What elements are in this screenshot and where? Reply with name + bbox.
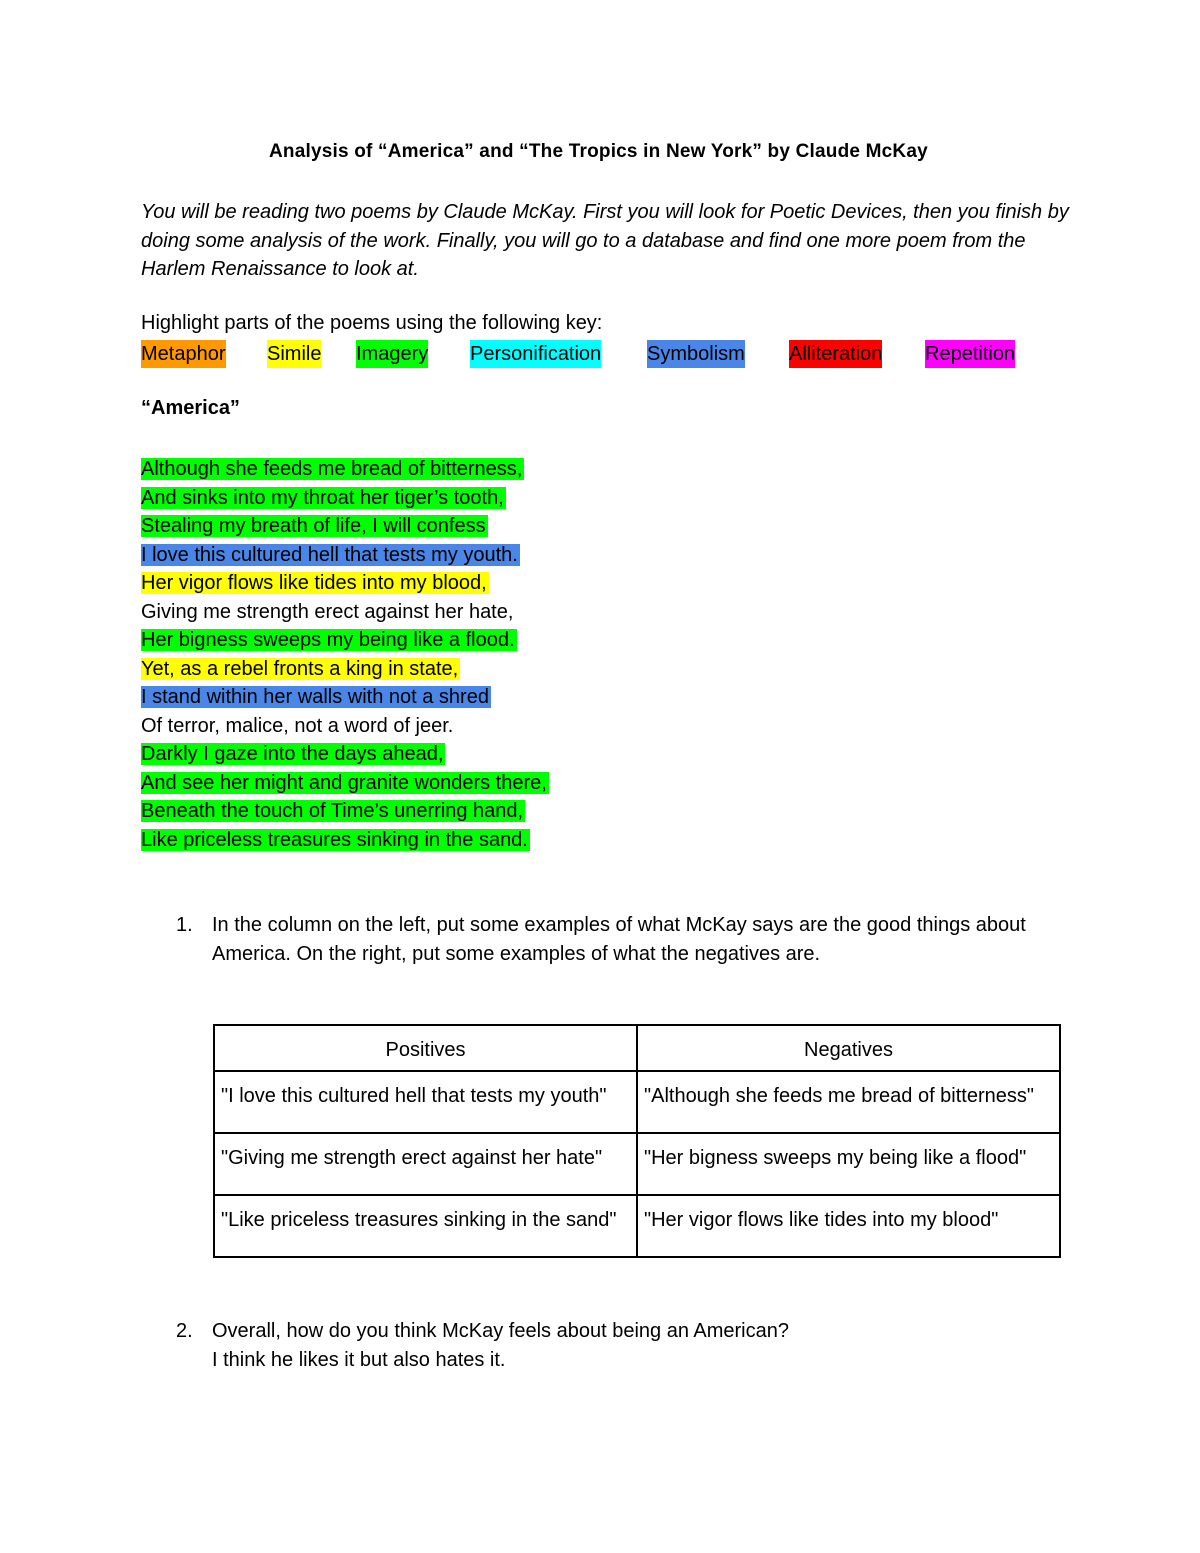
table-cell[interactable]: "Like priceless treasures sinking in the sand" bbox=[214, 1195, 637, 1257]
poem-line-text: And sinks into my throat her tiger’s tooth, bbox=[141, 486, 504, 509]
question-2-answer[interactable]: I think he likes it but also hates it. bbox=[212, 1349, 506, 1371]
poem-line-text: I stand within her walls with not a shred bbox=[141, 686, 489, 708]
table-cell[interactable]: "Although she feeds me bread of bitterness" bbox=[637, 1071, 1060, 1133]
question-2-number: 2. bbox=[176, 1320, 193, 1342]
poem-line-text: Although she feeds me bread of bitterness, bbox=[141, 458, 523, 480]
table-cell[interactable]: "Her vigor flows like tides into my blood" bbox=[637, 1195, 1060, 1257]
poem-line-text: Her vigor flows like tides into my blood, bbox=[141, 572, 487, 594]
poem-line bbox=[141, 541, 841, 570]
table-cell[interactable]: "Her bigness sweeps my being like a flood" bbox=[637, 1133, 1060, 1195]
question-2-text: Overall, how do you think McKay feels about being an American? bbox=[212, 1320, 789, 1342]
header-positives: Positives bbox=[214, 1025, 637, 1071]
poem-line bbox=[141, 484, 841, 513]
legend-symbolism: Symbolism bbox=[647, 340, 745, 368]
poem-title: “America” bbox=[141, 397, 240, 419]
poem-line bbox=[141, 712, 841, 741]
table-header-row bbox=[214, 1025, 1060, 1071]
table-row bbox=[214, 1133, 1060, 1195]
poem-line-text: Her bigness sweeps my being like a flood. bbox=[141, 629, 515, 651]
table-row bbox=[214, 1195, 1060, 1257]
legend-metaphor: Metaphor bbox=[141, 340, 226, 368]
legend-simile: Simile bbox=[267, 340, 321, 368]
question-1-number: 1. bbox=[176, 914, 193, 936]
poem-line-text: And see her might and granite wonders there, bbox=[141, 771, 547, 794]
poem-line-text: Like priceless treasures sinking in the sand. bbox=[141, 828, 528, 851]
poem-line bbox=[141, 797, 841, 826]
table-cell[interactable]: "Giving me strength erect against her hate" bbox=[214, 1133, 637, 1195]
poem-line bbox=[141, 512, 841, 541]
document-title: Analysis of “America” and “The Tropics in New York” by Claude McKay bbox=[269, 141, 928, 162]
poem-line bbox=[141, 683, 841, 712]
poem-line-text: Giving me strength erect against her hate, bbox=[141, 600, 514, 623]
key-instruction: Highlight parts of the poems using the following key: bbox=[141, 312, 603, 334]
header-negatives: Negatives bbox=[637, 1025, 1060, 1071]
poem-line-text: Beneath the touch of Time’s unerring hand, bbox=[141, 800, 524, 822]
poem-line bbox=[141, 740, 841, 769]
poem-line bbox=[141, 826, 841, 855]
table-row bbox=[214, 1071, 1060, 1133]
legend-alliteration: Alliteration bbox=[789, 340, 882, 368]
poem-line bbox=[141, 626, 841, 655]
poem-line-text: Darkly I gaze into the days ahead, bbox=[141, 743, 444, 765]
poem-line bbox=[141, 455, 841, 484]
legend-repetition: Repetition bbox=[925, 340, 1015, 368]
legend-personification: Personification bbox=[470, 340, 601, 368]
intro-paragraph: You will be reading two poems by Claude McKay. First you will look for Poetic Devices, then you finish by doing some analysis of the work. Finally, you will go to a database and find one more poem from the Harlem Renaissance to look at. bbox=[141, 201, 1069, 280]
poem-line-text: Yet, as a rebel fronts a king in state, bbox=[141, 657, 459, 680]
poem-line bbox=[141, 569, 841, 598]
question-1-text: In the column on the left, put some examples of what McKay says are the good things about America. On the right, put some examples of what the negatives are. bbox=[212, 914, 1026, 965]
positives-negatives-table bbox=[213, 1024, 1061, 1258]
poem-line bbox=[141, 655, 841, 684]
legend-imagery: Imagery bbox=[356, 340, 428, 368]
poem-line bbox=[141, 598, 841, 627]
poem-body bbox=[141, 455, 841, 854]
poem-line bbox=[141, 769, 841, 798]
poem-line-text: Stealing my breath of life, I will confess bbox=[141, 515, 486, 537]
table-cell[interactable]: "I love this cultured hell that tests my youth" bbox=[214, 1071, 637, 1133]
poem-line-text: Of terror, malice, not a word of jeer. bbox=[141, 714, 454, 737]
highlight-legend bbox=[0, 340, 1200, 368]
poem-line-text: I love this cultured hell that tests my youth. bbox=[141, 543, 518, 566]
